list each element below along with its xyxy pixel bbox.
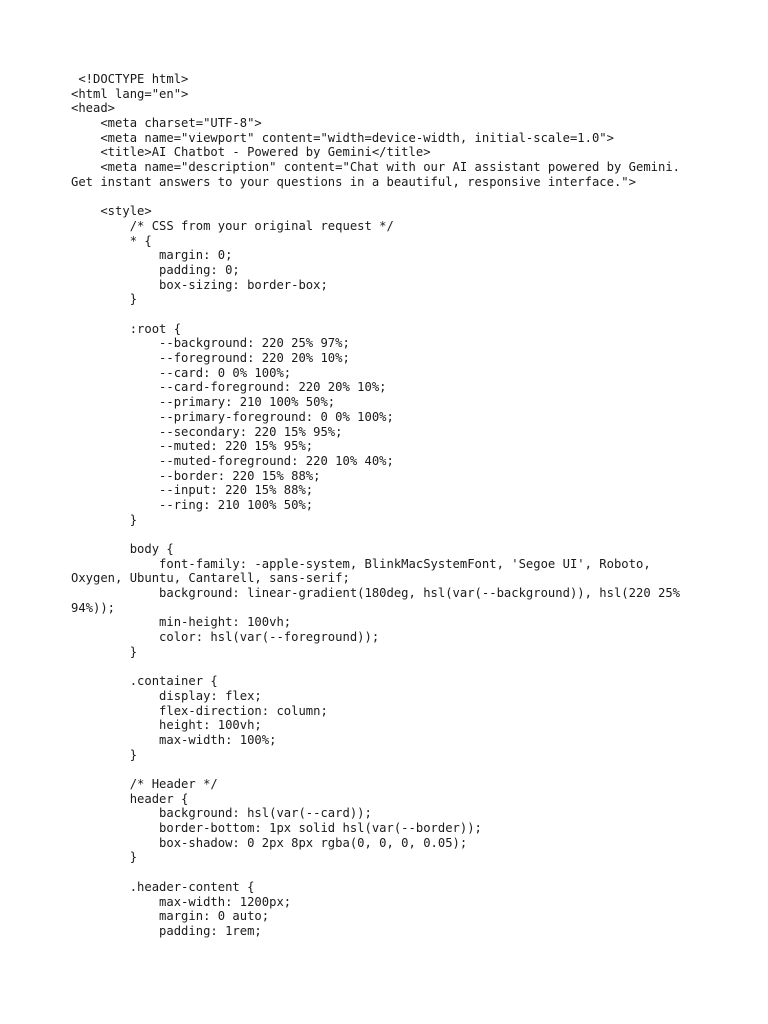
code-line: <meta charset="UTF-8"> bbox=[71, 116, 262, 131]
code-line: body { bbox=[71, 542, 174, 556]
code-line: max-width: 1200px; bbox=[71, 894, 292, 909]
code-line: Get instant answers to your questions in a beautiful, responsive interface."> bbox=[71, 174, 636, 189]
code-line: .header-content { bbox=[71, 879, 255, 894]
code-line: <head> bbox=[71, 101, 116, 116]
code-line: display: flex; bbox=[71, 688, 262, 703]
code-line: <html lang="en"> bbox=[71, 86, 189, 101]
code-line: } bbox=[71, 292, 138, 307]
code-line: .container { bbox=[71, 674, 218, 689]
code-line: /* CSS from your original request */ bbox=[71, 218, 394, 233]
code-line: --card: 0 0% 100%; bbox=[71, 365, 292, 380]
code-line: height: 100vh; bbox=[71, 718, 262, 733]
code-line: padding: 1rem; bbox=[71, 923, 262, 938]
code-line: } bbox=[71, 850, 138, 865]
code-line bbox=[71, 762, 711, 777]
code-line: --muted-foreground: 220 10% 40%; bbox=[71, 453, 394, 468]
code-line: --primary-foreground: 0 0% 100%; bbox=[71, 409, 394, 424]
code-line: } bbox=[71, 512, 138, 527]
code-line: <title>AI Chatbot - Powered by Gemini</title> bbox=[71, 145, 431, 160]
code-line bbox=[71, 865, 711, 880]
code-line: } bbox=[71, 747, 138, 762]
code-line: max-width: 100%; bbox=[71, 732, 277, 747]
code-line: /* Header */ bbox=[71, 777, 218, 791]
code-line: :root { bbox=[71, 321, 182, 336]
code-line: --border: 220 15% 88%; bbox=[71, 468, 321, 483]
code-line: --input: 220 15% 88%; bbox=[71, 483, 314, 498]
code-line: margin: 0 auto; bbox=[71, 909, 270, 924]
code-line: <meta name="viewport" content="width=device-width, initial-scale=1.0"> bbox=[71, 130, 614, 145]
code-line: --background: 220 25% 97%; bbox=[71, 336, 350, 351]
code-line: --primary: 210 100% 50%; bbox=[71, 395, 336, 410]
code-line: } bbox=[71, 644, 138, 659]
code-line bbox=[71, 527, 711, 542]
code-line: box-shadow: 0 2px 8px rgba(0, 0, 0, 0.05); bbox=[71, 835, 468, 850]
code-line: --muted: 220 15% 95%; bbox=[71, 439, 314, 454]
code-line: header { bbox=[71, 791, 189, 806]
code-line: flex-direction: column; bbox=[71, 703, 328, 718]
code-line: padding: 0; bbox=[71, 262, 240, 277]
code-line bbox=[71, 307, 711, 322]
code-line: border-bottom: 1px solid hsl(var(--border)); bbox=[71, 821, 482, 836]
code-line: background: hsl(var(--card)); bbox=[71, 806, 372, 821]
code-line: min-height: 100vh; bbox=[71, 615, 292, 630]
code-line: Oxygen, Ubuntu, Cantarell, sans-serif; bbox=[71, 571, 350, 586]
code-line: --secondary: 220 15% 95%; bbox=[71, 424, 343, 439]
code-line: <meta name="description" content="Chat with our AI assistant powered by Gemini. bbox=[71, 160, 681, 175]
code-line: <style> bbox=[71, 204, 152, 219]
code-line: <!DOCTYPE html> bbox=[71, 72, 189, 86]
code-line: --card-foreground: 220 20% 10%; bbox=[71, 380, 387, 395]
code-line: --ring: 210 100% 50%; bbox=[71, 497, 314, 512]
code-line: margin: 0; bbox=[71, 248, 233, 263]
code-line bbox=[71, 660, 711, 675]
code-line: * { bbox=[71, 233, 152, 248]
code-line: background: linear-gradient(180deg, hsl(var(--background)), hsl(220 25% bbox=[71, 586, 681, 601]
code-line: font-family: -apple-system, BlinkMacSystemFont, 'Segoe UI', Roboto, bbox=[71, 556, 651, 571]
code-line: 94%)); bbox=[71, 600, 116, 615]
code-listing bbox=[71, 72, 711, 939]
code-line bbox=[71, 190, 711, 205]
code-line: color: hsl(var(--foreground)); bbox=[71, 630, 380, 645]
code-line: --foreground: 220 20% 10%; bbox=[71, 351, 350, 366]
code-line: box-sizing: border-box; bbox=[71, 277, 328, 292]
